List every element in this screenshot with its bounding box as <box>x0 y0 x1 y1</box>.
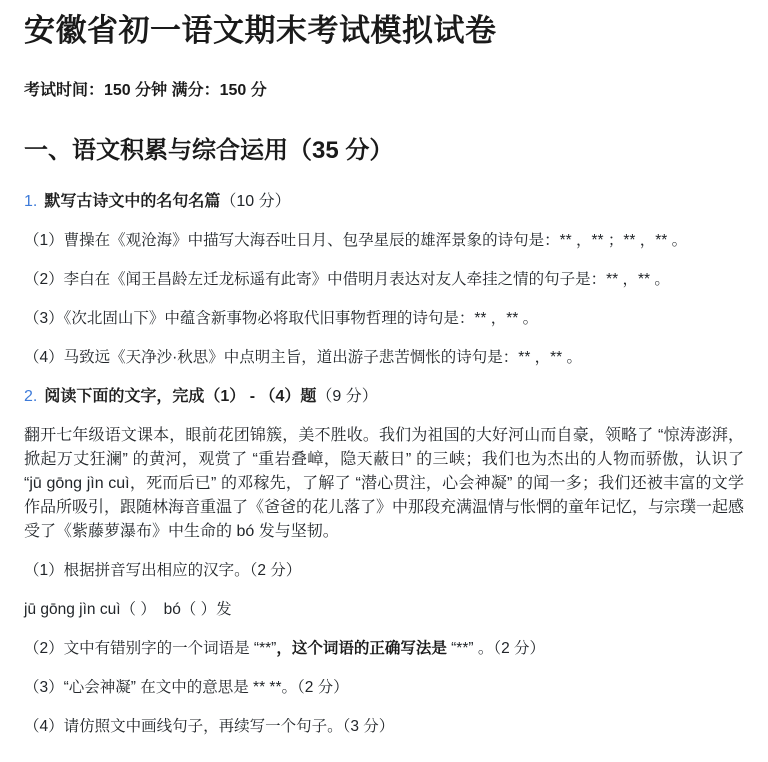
question-2-subitem-3: （3）“心会神凝” 在文中的意思是 ** **。（2 分） <box>24 679 349 697</box>
reading-passage: 翻开七年级语文课本，眼前花团锦簇，美不胜收。我们为祖国的大好河山而自豪，领略了 “惊涛澎湃，掀起万丈狂澜” 的黄河，观赏了 “重岩叠嶂，隐天蔽日” 的三峡；我们也为杰出的人物而骄傲，认识了 “jū gōng jìn cuì，死而后已” 的邓稼先，了解了 “潜心贯注，心会神凝” 的闻一多；我们还被丰富的文学作品所吸引，跟随林海音重温了《爸爸的花儿落了》中那段充满温情与怅惘的童年记忆，与宗璞一起感受了《紫藤萝瀑布》中生命的 bó 发与坚韧。 <box>24 427 745 540</box>
subitem-2-text-bold: ，这个词语的正确写法是 <box>276 640 447 658</box>
question-1-number: 1. <box>24 192 38 210</box>
question-2-score: （9 分） <box>316 388 378 405</box>
subitem-2-text-regular-tail: “**” 。（2 分） <box>446 640 546 658</box>
question-1-subitem-1: （1）曹操在《观沧海》中描写大海吞吐日月、包孕星辰的雄浑景象的诗句是：** ，** ；** ，** 。 <box>24 231 688 249</box>
question-2-subitem-4: （4）请仿照文中画线句子，再续写一个句子。（3 分） <box>24 718 395 736</box>
question-1-subitem-3: （3）《次北固山下》中蕴含新事物必将取代旧事物哲理的诗句是：** ，** 。 <box>24 309 539 327</box>
subitem-2-text-regular: （2）文中有错别字的一个词语是 “**” <box>24 640 277 658</box>
question-2-pinyin-line: jū gōng jìn cuì（ ） bó（ ）发 <box>24 601 232 619</box>
question-2-subitem-2 <box>24 637 744 661</box>
question-1-subitem-4: （4）马致远《天净沙·秋思》中点明主旨，道出游子悲苦惆怅的诗句是：** ，** 。 <box>24 348 583 366</box>
exam-meta: 考试时间：150 分钟 满分：150 分 <box>24 81 267 99</box>
question-1-title: 默写古诗文中的名句名篇 <box>44 192 221 210</box>
section-one-heading: 一、语文积累与综合运用（35 分） <box>24 136 394 164</box>
page-title: 安徽省初一语文期末考试模拟试卷 <box>24 13 497 48</box>
question-2-header <box>24 385 744 409</box>
question-2-subitem-1: （1）根据拼音写出相应的汉字。（2 分） <box>24 562 302 579</box>
question-1-subitem-2: （2）李白在《闻王昌龄左迁龙标遥有此寄》中借明月表达对友人牵挂之情的句子是：** ，** 。 <box>24 270 670 288</box>
question-1-header <box>24 190 744 214</box>
question-2-number: 2. <box>24 388 38 405</box>
question-2-title: 阅读下面的文字，完成（1） - （4）题 <box>44 388 317 405</box>
question-1-score: （10 分） <box>220 192 291 210</box>
